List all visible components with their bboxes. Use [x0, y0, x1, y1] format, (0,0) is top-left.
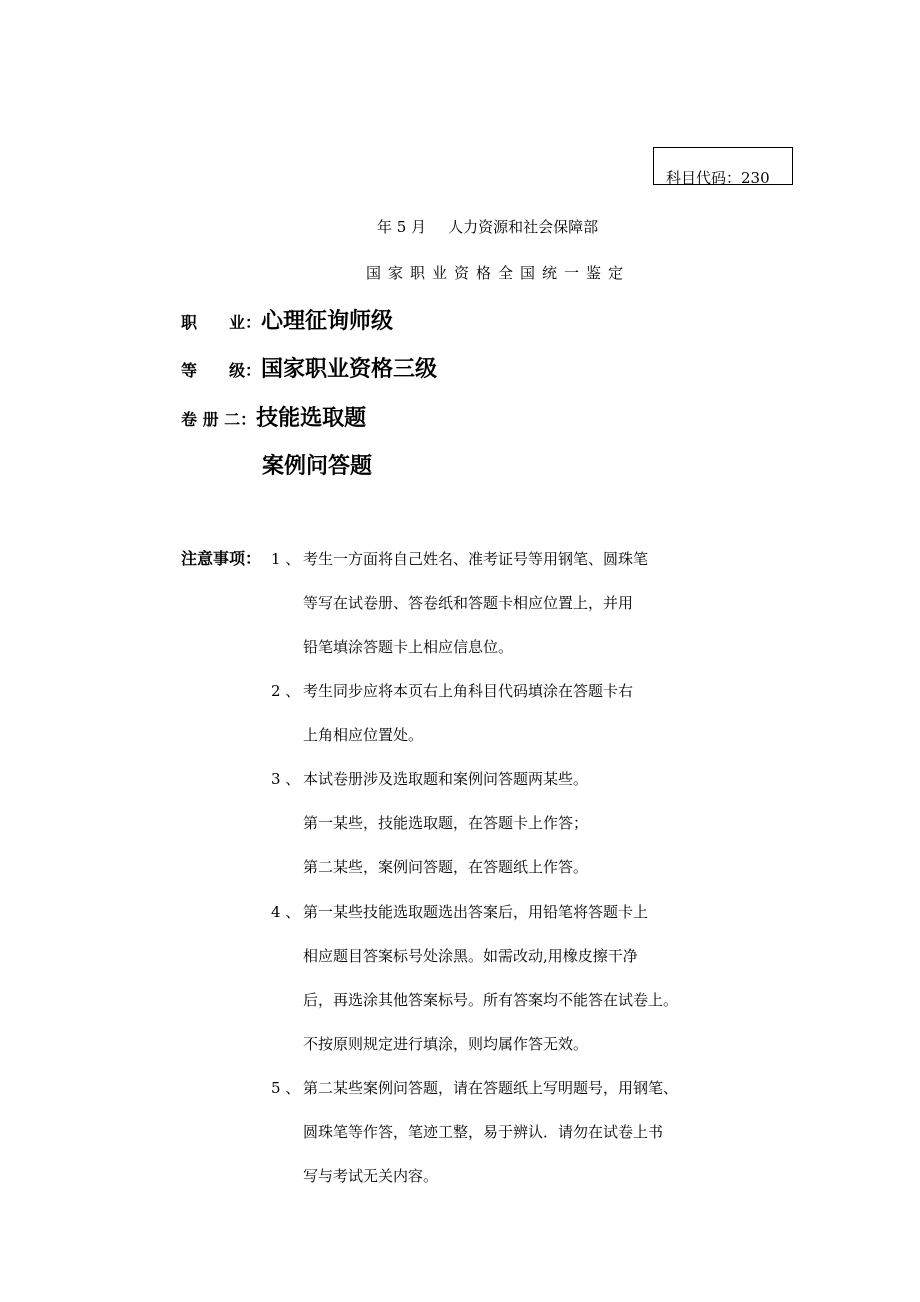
header-line — [377, 216, 598, 237]
notice-line: 不按原则规定进行填涂，则均属作答无效。 — [303, 1035, 589, 1053]
level-label: 等 级： — [181, 361, 262, 380]
notice-line: 第一某些，技能选取题，在答题卡上作答； — [303, 814, 589, 832]
occupation-value: 心理征询师级 — [261, 309, 394, 334]
subject-code-box — [653, 147, 793, 185]
notice-line: 写与考试无关内容。 — [303, 1167, 439, 1185]
notice-line: 考生同步应将本页右上角科目代码填涂在答题卡右 — [303, 682, 634, 700]
level-row — [181, 352, 437, 383]
volume-label: 卷 册 二： — [181, 410, 257, 429]
notice-line: 铅笔填涂答题卡上相应信息位。 — [303, 638, 514, 656]
subject-code: 科目代码：230 — [666, 169, 770, 185]
notice-line: 相应题目答案标号处涂黑。如需改动,用橡皮擦干净 — [303, 947, 638, 965]
exam-title: 国家职业资格全国统一鉴定 — [366, 264, 631, 282]
notice-item-number: 4 、 — [271, 903, 301, 921]
notice-item-number: 1 、 — [271, 550, 301, 568]
volume-value-2: 案例问答题 — [262, 454, 373, 479]
notice-line: 上角相应位置处。 — [303, 726, 424, 744]
notice-line: 本试卷册涉及选取题和案例问答题两某些。 — [303, 770, 589, 788]
ministry: 人力资源和社会保障部 — [448, 218, 599, 236]
notice-line: 第二某些，案例问答题，在答题纸上作答。 — [303, 858, 589, 876]
notice-line: 第一某些技能选取题选出答案后，用铅笔将答题卡上 — [303, 903, 649, 921]
notice-line: 等写在试卷册、答卷纸和答题卡相应位置上，并用 — [303, 594, 634, 612]
level-value: 国家职业资格三级 — [261, 357, 438, 382]
notice-line: 第二某些案例问答题，请在答题纸上写明题号，用钢笔、 — [303, 1079, 679, 1097]
notice-item-number: 2 、 — [271, 682, 301, 700]
occupation-label: 职 业： — [181, 313, 262, 332]
notice-title: 注意事项： — [181, 549, 262, 568]
volume-value-1: 技能选取题 — [256, 406, 367, 431]
occupation-row — [181, 304, 393, 335]
notice-item-number: 3 、 — [271, 770, 301, 788]
notice-line: 考生一方面将自己姓名、准考证号等用钢笔、圆珠笔 — [303, 550, 649, 568]
notice-item-number: 5 、 — [271, 1079, 301, 1097]
notice-line: 后，再选涂其他答案标号。所有答案均不能答在试卷上。 — [303, 991, 679, 1009]
volume-row — [181, 401, 366, 432]
notice-line: 圆珠笔等作答，笔迹工整，易于辨认．请勿在试卷上书 — [303, 1123, 664, 1141]
year-month: 年 5 月 — [377, 218, 427, 236]
